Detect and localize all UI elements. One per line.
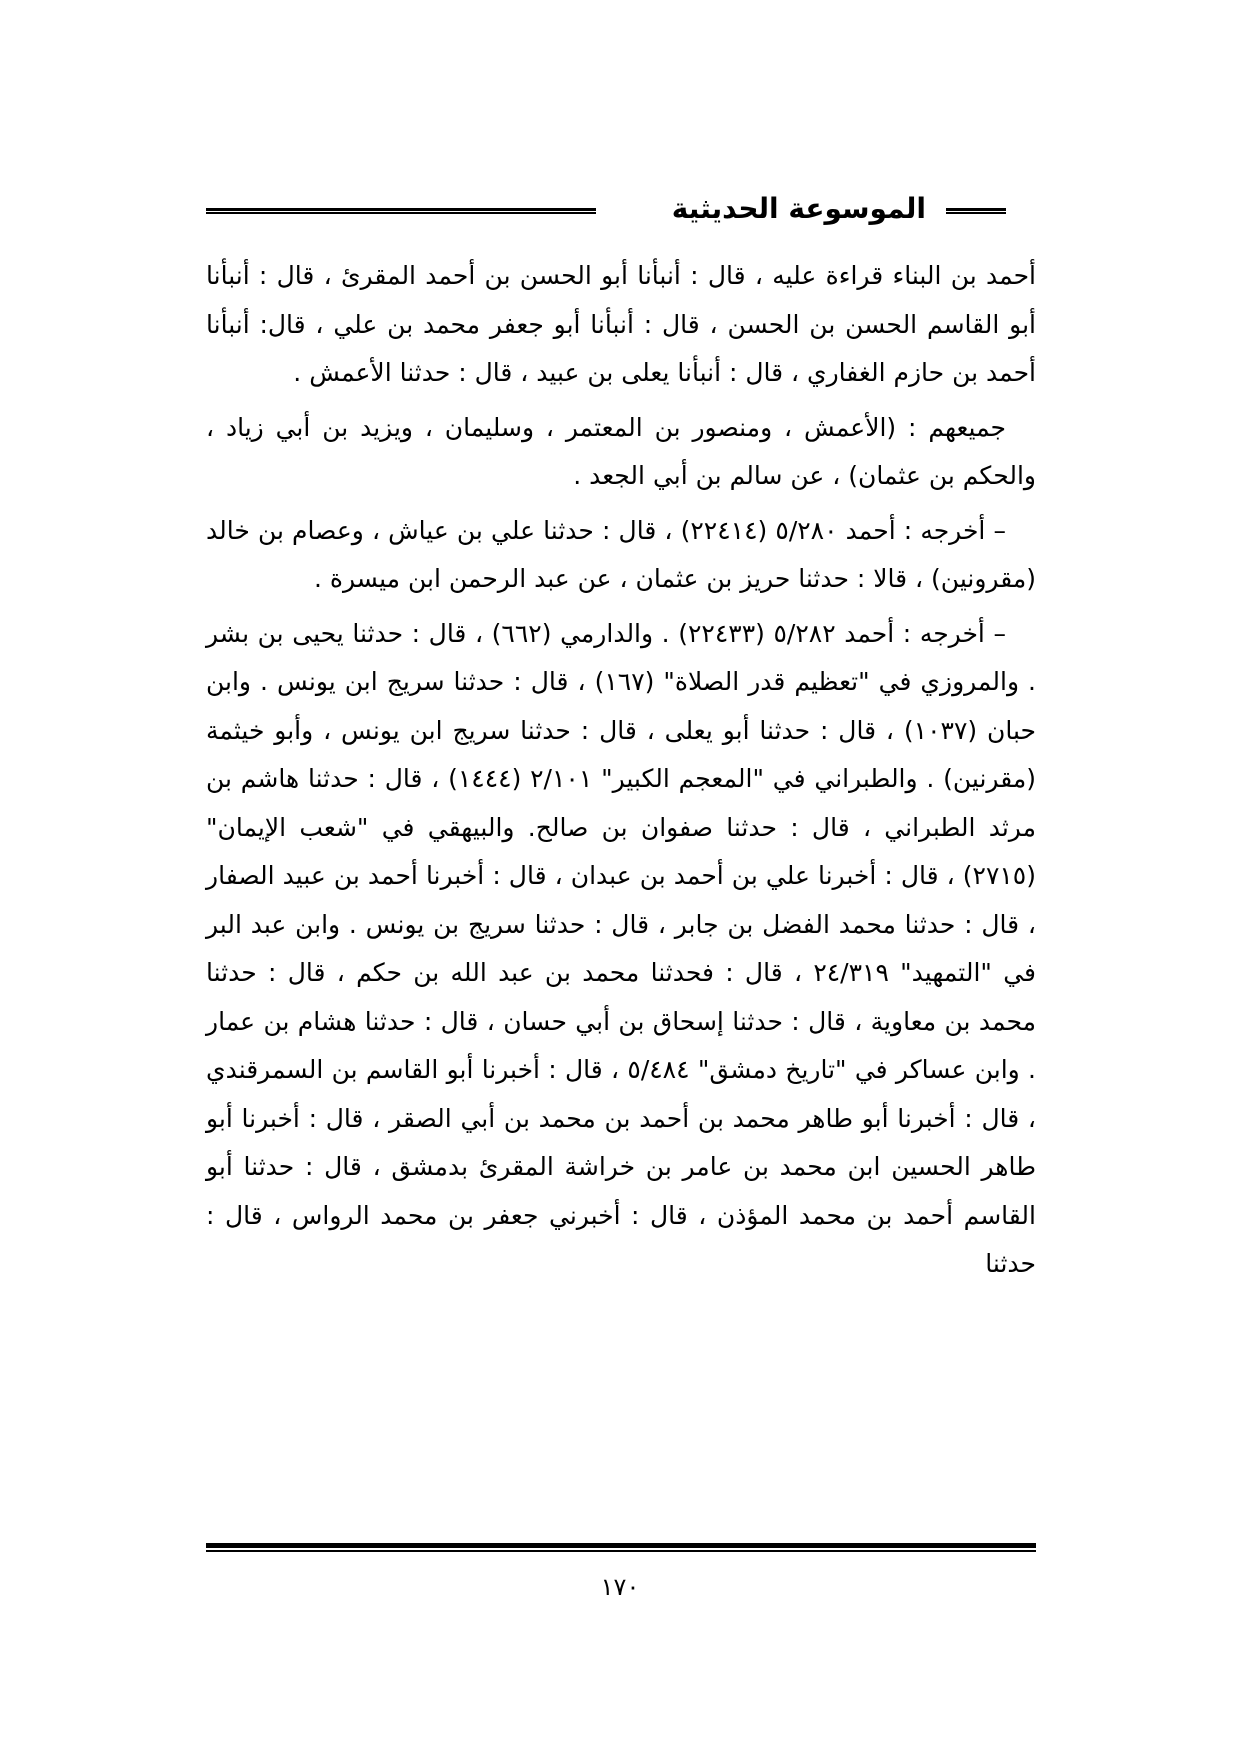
- paragraph-takhrij-2: – أخرجه : أحمد ٥/٢٨٢ (٢٢٤٣٣) . والدارمي (٦٦٢) ، قال : حدثنا يحيى بن بشر . والمروزي في "تعظيم قدر الصلاة" (١٦٧) ، قال : حدثنا سريج ابن يونس . وابن حبان (١٠٣٧) ، قال : حدثنا أبو يعلى ، قال : حدثنا سريج ابن يونس ، وأبو خيثمة (مقرنين) . والطبراني في "المعجم الكبير" ٢/١٠١ (١٤٤٤) ، قال : حدثنا هاشم بن مرثد الطبراني ، قال : حدثنا صفوان بن صالح. والبيهقي في "شعب الإيمان" (٢٧١٥) ، قال : أخبرنا علي بن أحمد بن عبدان ، قال : أخبرنا أحمد بن عبيد الصفار ، قال : حدثنا محمد الفضل بن جابر ، قال : حدثنا سريج بن يونس . وابن عبد البر في "التمهيد" ٢٤/٣١٩ ، قال : فحدثنا محمد بن عبد الله بن حكم ، قال : حدثنا محمد بن معاوية ، قال : حدثنا إسحاق بن أبي حسان ، قال : حدثنا هشام بن عمار . وابن عساكر في "تاريخ دمشق" ٥/٤٨٤ ، قال : أخبرنا أبو القاسم بن السمرقندي ، قال : أخبرنا أبو طاهر محمد بن أحمد بن محمد بن أبي الصقر ، قال : أخبرنا أبو طاهر الحسين ابن محمد بن عامر بن خراشة المقرئ بدمشق ، قال : حدثنا أبو القاسم أحمد بن محمد المؤذن ، قال : أخبرني جعفر بن محمد الرواس ، قال : حدثنا: [206, 618, 1036, 1278]
- page-number: ١٧٠: [600, 1573, 640, 1601]
- footer-rule: [206, 1543, 1036, 1552]
- paragraph-takhrij-1: – أخرجه : أحمد ٥/٢٨٠ (٢٢٤١٤) ، قال : حدثنا علي بن عياش ، وعصام بن خالد (مقرونين) ، قالا : حدثنا حريز بن عثمان ، عن عبد الرحمن ابن ميسرة .: [206, 515, 1036, 593]
- header-rule-right: [946, 208, 1006, 214]
- paragraph-summary: جميعهم : (الأعمش ، ومنصور بن المعتمر ، وسليمان ، ويزيد بن أبي زياد ، والحكم بن عثمان) ، عن سالم بن أبي الجعد .: [206, 412, 1036, 490]
- page-title: الموسوعة الحديثية: [658, 192, 940, 226]
- header-rule-left: [206, 208, 596, 214]
- page-body: [206, 252, 1036, 1295]
- paragraph-isnad-continuation: أحمد بن البناء قراءة عليه ، قال : أنبأنا أبو الحسن بن أحمد المقرئ ، قال : أنبأنا أبو القاسم الحسن بن الحسن ، قال : أنبأنا أبو جعفر محمد بن علي ، قال: أنبأنا أحمد بن حازم الغفاري ، قال : أنبأنا يعلى بن عبيد ، قال : حدثنا الأعمش .: [206, 261, 1036, 387]
- page-header: [206, 192, 1036, 232]
